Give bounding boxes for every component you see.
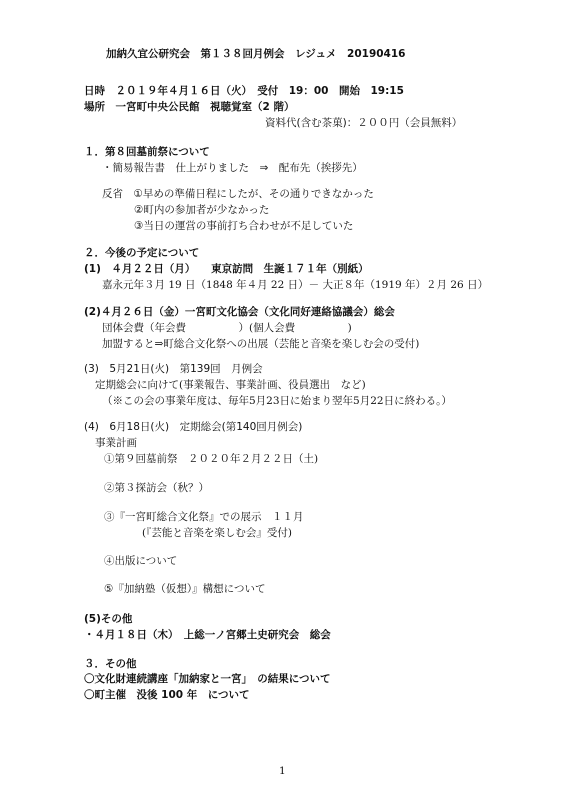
item-5-detail: ・４月１８日（木） 上総一ノ宮郷土史研究会 総会 <box>84 629 331 641</box>
document-title: 加納久宜公研究会 第１３８回月例会 レジュメ 20190416 <box>106 48 406 60</box>
item-4-heading: (4) 6月18日(火) 定期総会(第140回月例会) <box>84 421 303 433</box>
plan-item-3: ③『一宮町総合文化祭』での展示 １１月 <box>104 511 304 523</box>
item-3-detail: 定期総会に向けて(事業報告、事業計画、役員選出 など) <box>95 379 366 391</box>
plan-item-1: ①第９回墓前祭 ２０２０年２月２２日（土) <box>104 453 319 465</box>
plan-item-4: ④出版について <box>104 555 178 567</box>
item-2-fees: 団体会費（年会費 ）(個人会費 ) <box>102 322 352 334</box>
material-fee: 資料代(含む茶菓)：２００円（会員無料） <box>265 117 463 129</box>
reflection-2: ②町内の参加者が少なかった <box>134 204 270 216</box>
item-2-membership: 加盟すると⇒町総合文化祭への出展（芸能と音楽を楽しむ会の受付) <box>102 338 420 350</box>
plan-item-3-note: (『芸能と音楽を楽しむ会』受付) <box>142 527 292 539</box>
section-1-heading: １．第８回墓前祭について <box>84 146 210 158</box>
meeting-place: 場所 一宮町中央公民館 視聴覚室（2 階） <box>84 101 295 113</box>
section-3-item-b: 〇町主催 没後 100 年 について <box>84 689 250 701</box>
plan-item-5: ⑤『加納塾（仮想）』構想について <box>104 583 266 595</box>
meeting-datetime: 日時 ２０１９年４月１６日（火） 受付 19：00 開始 19:15 <box>84 85 404 97</box>
report-line: ・簡易報告書 仕上がりました ⇒ 配布先（挨拶先） <box>102 162 363 174</box>
plan-item-2: ②第３探訪会（秋？） <box>104 482 209 494</box>
item-1-detail: 嘉永元年３月 19 日（1848 年４月 22 日）－ 大正８年（1919 年）２月 26 日） <box>102 279 489 291</box>
business-plan-label: 事業計画 <box>95 437 137 449</box>
page-number: 1 <box>279 765 286 777</box>
section-3-item-a: 〇文化財連続講座「加納家と一宮」 の結果について <box>84 673 331 685</box>
item-3-heading: (3) 5月21日(火) 第139回 月例会 <box>84 363 263 375</box>
item-2-heading: (2)４月２６日（金）一宮町文化協会（文化同好連絡協議会）総会 <box>84 306 395 318</box>
section-2-heading: ２．今後の予定について <box>84 247 200 259</box>
item-3-note: （※この会の事業年度は、毎年5月23日に始まり翌年5月22日に終わる。） <box>102 395 452 407</box>
reflection-1: 反省 ①早めの準備日程にしたが、その通りできなかった <box>102 188 374 200</box>
section-3-heading: ３．その他 <box>84 658 137 670</box>
item-1-heading: (1) ４月２２日（月） 東京訪問 生誕１７１年（別紙） <box>84 263 369 275</box>
reflection-3: ③当日の運営の事前打ち合わせが不足していた <box>134 220 354 232</box>
item-5-heading: (5)その他 <box>84 613 133 625</box>
